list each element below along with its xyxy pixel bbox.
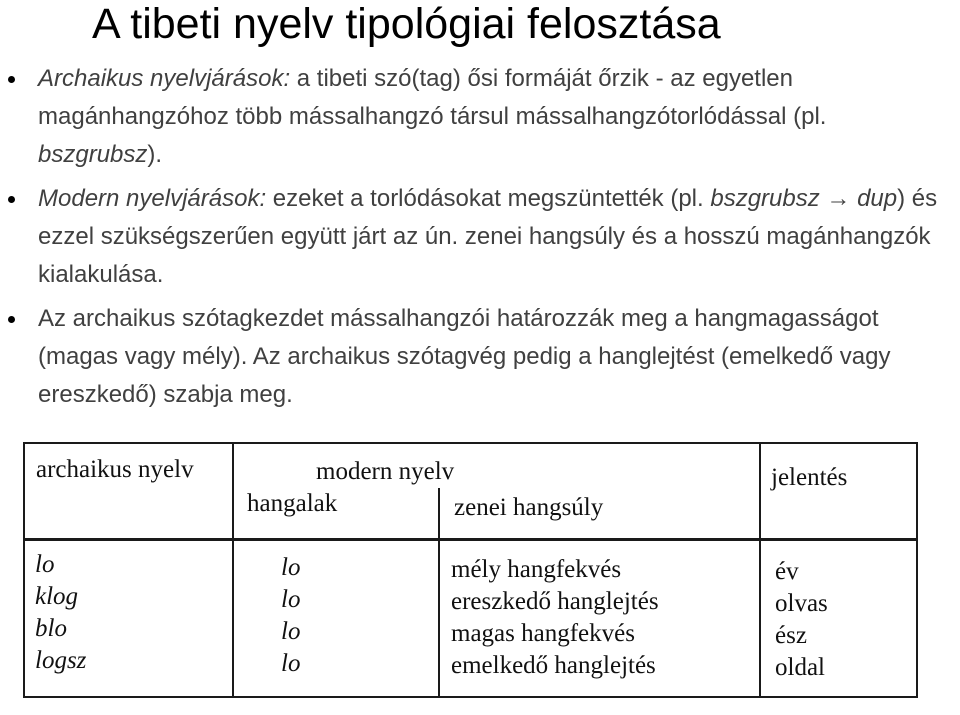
bullet-text: a tibeti szó(tag) ősi formáját őrzik - az egyetlen magánhangzóhoz több mássalhangzó társul mássalhangzótorlódással (pl. (38, 65, 827, 130)
column-tone (451, 554, 659, 682)
bullet-modern (0, 180, 960, 294)
bullet-tail: ) és ezzel szükségszerűen együtt járt az ún. zenei hangsúly és a hosszú magánhangzók kialakulása. (38, 185, 938, 288)
cell-sounds: lo (281, 650, 301, 677)
header-tone: zenei hangsúly (454, 494, 604, 521)
header-meaning: jelentés (771, 464, 848, 491)
cell-tone: magas hangfekvés (451, 620, 635, 647)
cell-archaic: klog (35, 583, 79, 610)
table-col-divider (438, 488, 440, 698)
bullet-example: bszgrubsz → dup (710, 185, 898, 212)
cell-tone: ereszkedő hanglejtés (451, 588, 659, 615)
bullet-term: Archaikus nyelvjárások: (38, 65, 291, 92)
cell-meaning: ész (775, 622, 807, 649)
bullet-term: Modern nyelvjárások: (38, 185, 267, 212)
cell-meaning: olvas (775, 590, 828, 617)
table-border-left (23, 442, 25, 698)
dialect-table (23, 442, 918, 699)
bullet-tone (0, 300, 960, 414)
bullet-archaic (0, 60, 960, 174)
header-archaic: archaikus nyelv (36, 456, 194, 483)
column-sounds (281, 552, 300, 680)
page-title: A tibeti nyelv tipológiai felosztása (92, 0, 721, 48)
cell-meaning: oldal (775, 654, 825, 681)
bullet-example: bszgrubsz (38, 141, 148, 168)
cell-archaic: blo (35, 615, 67, 642)
bullet-dot-icon (8, 316, 15, 323)
table-col-divider (232, 442, 234, 698)
cell-sounds: lo (281, 554, 301, 581)
cell-meaning: év (775, 558, 799, 585)
table-border-top (23, 442, 918, 444)
bullet-tail: ). (147, 141, 163, 168)
header-modern: modern nyelv (316, 458, 455, 485)
table-border-right (916, 442, 918, 698)
cell-tone: emelkedő hanglejtés (451, 652, 656, 679)
bullet-dot-icon (8, 76, 15, 83)
cell-sounds: lo (281, 586, 301, 613)
cell-tone: mély hangfekvés (451, 556, 622, 583)
bullet-list (0, 60, 960, 414)
column-meaning (775, 556, 828, 684)
bullet-text: ezeket a torlódásokat megszüntették (pl. (266, 185, 711, 212)
cell-sounds: lo (281, 618, 301, 645)
column-archaic (35, 549, 86, 677)
table-border-bottom (23, 696, 918, 698)
bullet-text: Az archaikus szótagkezdet mássalhangzói határozzák meg a hangmagasságot (magas vagy mély). Az archaikus szótagvég pedig a hanglejtést (emelkedő vagy ereszkedő) szabja meg. (38, 305, 891, 408)
header-sounds: hangalak (247, 490, 338, 517)
cell-archaic: lo (35, 551, 55, 578)
bullet-dot-icon (8, 196, 15, 203)
cell-archaic: logsz (35, 647, 87, 674)
table-col-divider (759, 442, 761, 698)
table-header-divider (23, 538, 918, 541)
